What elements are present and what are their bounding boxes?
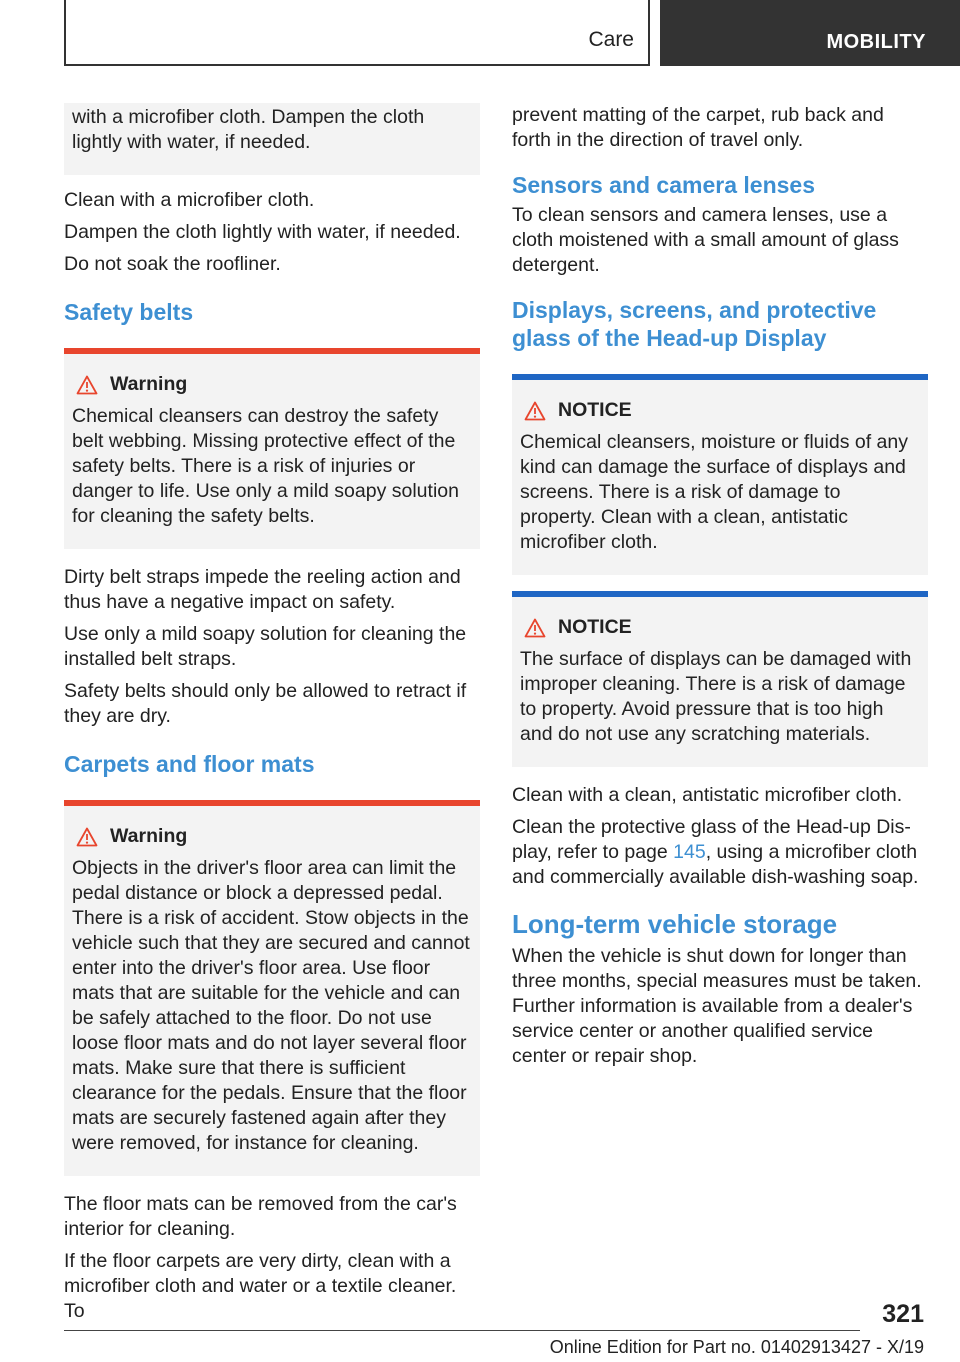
warning-triangle-icon — [524, 401, 546, 421]
paragraph: Dampen the cloth lightly with water, if needed. — [64, 221, 461, 243]
footer-edition-text: Online Edition for Part no. 01402913427 - X/19 — [549, 1337, 924, 1357]
paragraph: The floor mats can be removed from the car's interior for cleaning. — [64, 1193, 457, 1240]
right-column — [512, 103, 928, 1076]
warning-text: Objects in the driver's floor area can limit the pedal distance or block a depressed pedal. There is a risk of accident. Stow objects in the vehicle such that they are secured and cannot enter into the driver's floor area. Use floor mats that are suitable for the vehicle and can be safely attached to the floor. Do not use loose floor mats and do not layer several floor mats. Make sure that there is sufficient clearance for the pedals. Ensure that the floor mats are securely fastened again after they were removed, for instance for cleaning. — [72, 857, 470, 1154]
notice-box-display-surface — [512, 591, 928, 767]
notice-title — [520, 615, 920, 640]
warning-title — [72, 824, 472, 849]
section-heading-safety-belts: Safety belts — [64, 299, 194, 325]
continued-box — [64, 103, 480, 175]
warning-text: Chemical cleansers can destroy the safety belt webbing. Missing protective effect of the safety belts. There is a risk of injuries or danger to life. Use only a mild soapy solution for cleaning the safety belts. — [72, 405, 459, 527]
header-chapter-title: MOBILITY — [826, 31, 926, 53]
section-heading-sensors: Sensors and camera lenses — [512, 172, 815, 198]
warning-box-safety-belts — [64, 348, 480, 549]
paragraph: Dirty belt straps impede the reeling action and thus have a negative impact on safety. — [64, 566, 461, 613]
notice-title-text: NOTICE — [558, 399, 632, 421]
header-section-title: Care — [588, 28, 634, 51]
left-column — [64, 103, 480, 1331]
paragraph: When the vehicle is shut down for longer than three months, special measures must be taken. Further information is available from a dealer's service center or another qualified service center or repair shop. — [512, 945, 922, 1067]
footer-divider — [64, 1330, 860, 1331]
warning-title-text: Warning — [110, 825, 188, 847]
warning-title-text: Warning — [110, 373, 188, 395]
warning-box-carpets — [64, 800, 480, 1176]
paragraph: To clean sensors and camera lenses, use a cloth moistened with a small amount of glass detergent. — [512, 204, 899, 276]
paragraph-with-page-reference — [512, 815, 928, 890]
header-section-box — [64, 0, 650, 66]
paragraph-text: Clean the protective glass of the Head-up Display, refer to page — [512, 816, 911, 863]
paragraph: Do not soak the roofliner. — [64, 253, 281, 275]
section-heading-carpets: Carpets and floor mats — [64, 751, 315, 777]
notice-box-chemical-cleansers — [512, 374, 928, 575]
paragraph: prevent matting of the carpet, rub back and forth in the direction of travel only. — [512, 104, 884, 151]
continued-box-text: with a microfiber cloth. Dampen the cloth lightly with water, if needed. — [72, 106, 425, 153]
warning-triangle-icon — [524, 618, 546, 638]
section-heading-storage: Long-term vehicle storage — [512, 909, 838, 939]
section-heading-displays: Displays, screens, and protective glass of the Head-up Display — [512, 297, 877, 351]
notice-title — [520, 398, 920, 423]
page-number: 321 — [882, 1300, 924, 1328]
notice-title-text: NOTICE — [558, 616, 632, 638]
paragraph-text: , using a microfiber cloth and commercially available dish-washing soap. — [512, 841, 919, 888]
paragraph: Clean with a clean, antistatic microfiber cloth. — [512, 784, 903, 806]
paragraph: If the floor carpets are very dirty, clean with a microfiber cloth and water or a textile cleaner. To — [64, 1250, 457, 1322]
header-chapter-tab — [660, 0, 960, 66]
warning-triangle-icon — [76, 827, 98, 847]
notice-text: The surface of displays can be damaged with improper cleaning. There is a risk of damage to property. Avoid pressure that is too high and do not use any scratching materials. — [520, 648, 912, 745]
warning-title — [72, 372, 472, 397]
warning-triangle-icon — [76, 375, 98, 395]
paragraph: Safety belts should only be allowed to retract if they are dry. — [64, 680, 467, 727]
paragraph: Clean with a microfiber cloth. — [64, 189, 315, 211]
page-reference-link[interactable]: 145 — [673, 841, 706, 863]
page-header — [0, 0, 960, 66]
paragraph: Use only a mild soapy solution for cleaning the installed belt straps. — [64, 623, 467, 670]
notice-text: Chemical cleansers, moisture or fluids of any kind can damage the surface of displays and screens. There is a risk of damage to property. Clean with a clean, antistatic microfiber cloth. — [520, 431, 908, 553]
